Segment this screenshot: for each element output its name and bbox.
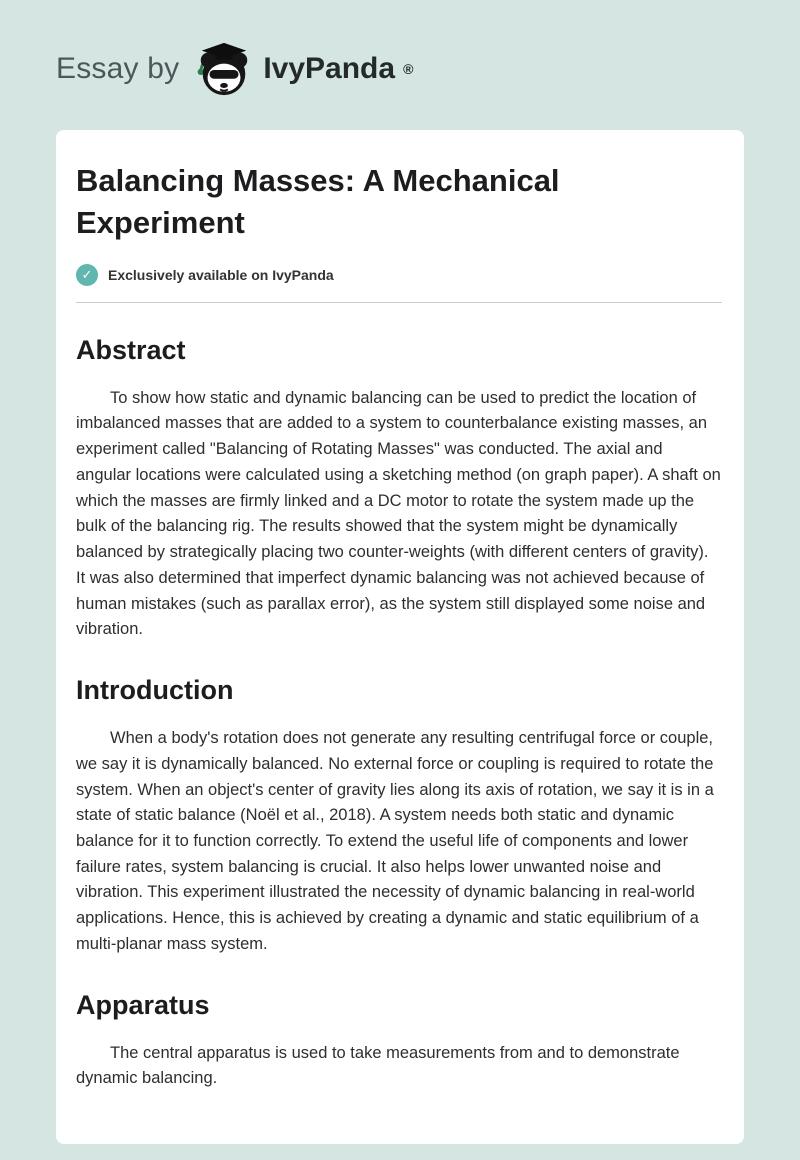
section-apparatus (76, 990, 722, 1092)
section-abstract (76, 335, 722, 643)
brand-link[interactable] (193, 38, 413, 100)
section-heading-apparatus: Apparatus (76, 989, 210, 1020)
paragraph: When a body's rotation does not generate any resulting centrifugal force or couple, we say it is dynamically balanced. No external force or coupling is required to rotate the system. When an object's center of gravity lies along its axis of rotation, we say it is in a state of static balance (Noël et al., 2018). A system needs both static and dynamic balance for it to function correctly. To extend the useful life of components and lower failure rates, system balancing is crucial. It also helps lower unwanted noise and vibration. This experiment illustrated the necessity of dynamic balancing in real-world applications. Hence, this is achieved by creating a dynamic and static equilibrium of a multi-planar mass system. (76, 729, 714, 953)
essay-by-label: Essay by (56, 52, 180, 85)
registered-mark: ® (403, 61, 414, 77)
paragraph: To show how static and dynamic balancing can be used to predict the location of imbalanced masses that are added to a system to counterbalance existing masses, an experiment called "Balancing of Rotating Masses" was conducted. The axial and angular locations were calculated using a sketching method (on graph paper). A shaft on which the masses are firmly linked and a DC motor to rotate the system made up the bulk of the balancing rig. The results showed that the system might be dynamically balanced by strategically placing two counter-weights (with different centers of gravity). It was also determined that imperfect dynamic balancing was not achieved because of human mistakes (such as parallax error), as the system still displayed some noise and vibration. (76, 388, 721, 639)
section-introduction (76, 675, 722, 958)
badge-label: Exclusively available on IvyPanda (108, 266, 334, 283)
availability-badge (76, 264, 722, 286)
paragraph: The central apparatus is used to take measurements from and to demonstrate dynamic balancing. (76, 1043, 680, 1088)
article-card (56, 130, 744, 1144)
divider (76, 302, 722, 303)
panda-logo-icon (193, 38, 255, 100)
page-title: Balancing Masses: A Mechanical Experiment (76, 163, 560, 240)
section-heading-introduction: Introduction (76, 675, 234, 706)
check-icon: ✓ (76, 264, 98, 286)
brand-name: IvyPanda (263, 52, 396, 85)
section-heading-abstract: Abstract (76, 334, 186, 365)
site-header (0, 0, 800, 124)
